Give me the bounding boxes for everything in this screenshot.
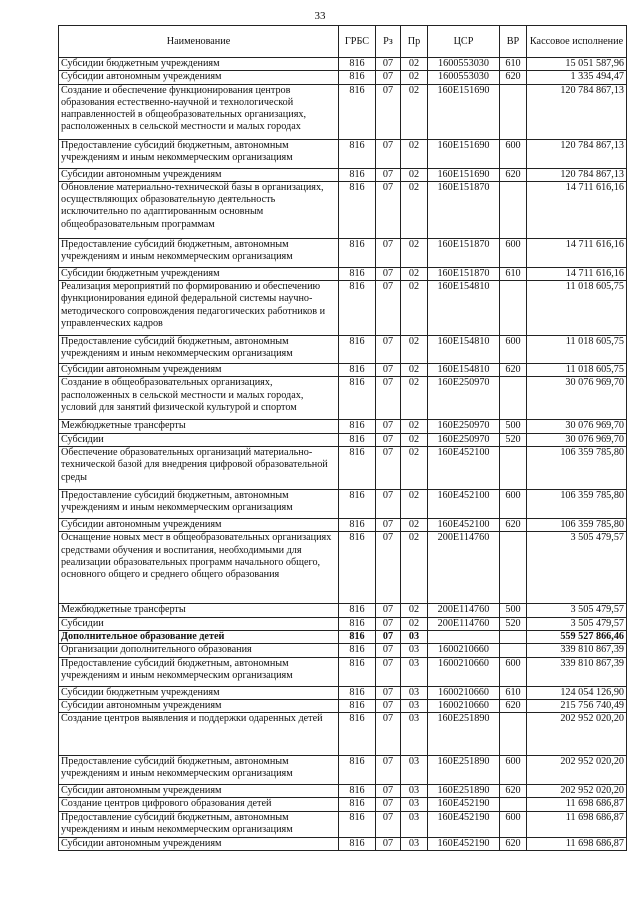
cell-grbs: 816 bbox=[339, 785, 376, 798]
cell-vr: 520 bbox=[500, 433, 527, 446]
cell-amount: 106 359 785,80 bbox=[527, 447, 627, 490]
cell-csr: 200E114760 bbox=[428, 617, 500, 630]
cell-csr: 160E151690 bbox=[428, 139, 500, 168]
cell-pr: 03 bbox=[401, 785, 428, 798]
cell-amount: 30 076 969,70 bbox=[527, 433, 627, 446]
table-row bbox=[59, 281, 627, 336]
table-row bbox=[59, 686, 627, 699]
table-row bbox=[59, 58, 627, 71]
cell-csr: 160E452100 bbox=[428, 447, 500, 490]
cell-name: Субсидии автономным учреждениям bbox=[59, 519, 339, 532]
cell-rz: 07 bbox=[376, 267, 401, 280]
cell-csr: 160E154810 bbox=[428, 364, 500, 377]
cell-grbs: 816 bbox=[339, 657, 376, 686]
cell-grbs: 816 bbox=[339, 433, 376, 446]
cell-csr: 1600210660 bbox=[428, 699, 500, 712]
cell-name: Обеспечение образовательных организаций материально-технической базой для внедрения цифровой образовательной среды bbox=[59, 447, 339, 490]
cell-vr: 620 bbox=[500, 364, 527, 377]
table-row bbox=[59, 364, 627, 377]
cell-grbs: 816 bbox=[339, 630, 376, 643]
cell-pr: 02 bbox=[401, 84, 428, 139]
cell-vr: 600 bbox=[500, 811, 527, 837]
cell-vr: 600 bbox=[500, 490, 527, 519]
cell-csr: 160E251890 bbox=[428, 756, 500, 785]
cell-rz: 07 bbox=[376, 84, 401, 139]
table-row bbox=[59, 181, 627, 238]
cell-pr: 02 bbox=[401, 377, 428, 420]
cell-grbs: 816 bbox=[339, 686, 376, 699]
table-row bbox=[59, 377, 627, 420]
cell-pr: 02 bbox=[401, 447, 428, 490]
cell-vr: 620 bbox=[500, 785, 527, 798]
cell-name: Создание в общеобразовательных организациях, расположенных в сельской местности и малых городах, условий для занятий физической культурой и спортом bbox=[59, 377, 339, 420]
cell-grbs: 816 bbox=[339, 713, 376, 756]
cell-pr: 02 bbox=[401, 420, 428, 433]
cell-grbs: 816 bbox=[339, 336, 376, 364]
cell-grbs: 816 bbox=[339, 756, 376, 785]
cell-vr: 610 bbox=[500, 58, 527, 71]
cell-vr: 600 bbox=[500, 139, 527, 168]
cell-rz: 07 bbox=[376, 798, 401, 811]
cell-vr: 620 bbox=[500, 168, 527, 181]
cell-rz: 07 bbox=[376, 519, 401, 532]
header-vr: ВР bbox=[500, 26, 527, 58]
cell-amount: 30 076 969,70 bbox=[527, 377, 627, 420]
cell-csr: 160E250970 bbox=[428, 420, 500, 433]
cell-csr: 160E452100 bbox=[428, 490, 500, 519]
cell-pr: 02 bbox=[401, 267, 428, 280]
cell-csr bbox=[428, 630, 500, 643]
cell-csr: 160E452190 bbox=[428, 837, 500, 850]
table-row bbox=[59, 71, 627, 84]
table-body bbox=[59, 58, 627, 851]
cell-pr: 02 bbox=[401, 433, 428, 446]
cell-name: Создание центров цифрового образования детей bbox=[59, 798, 339, 811]
cell-csr: 160E151870 bbox=[428, 267, 500, 280]
cell-name: Субсидии бюджетным учреждениям bbox=[59, 58, 339, 71]
table-row bbox=[59, 617, 627, 630]
cell-rz: 07 bbox=[376, 617, 401, 630]
table-row bbox=[59, 644, 627, 657]
cell-name: Предоставление субсидий бюджетным, автономным учреждениям и иным некоммерческим организациям bbox=[59, 336, 339, 364]
cell-pr: 02 bbox=[401, 181, 428, 238]
cell-amount: 14 711 616,16 bbox=[527, 267, 627, 280]
cell-name: Реализация мероприятий по формированию и обеспечению функционирования единой федеральной системы научно-методического сопровождения педагогических работников и управленческих кадров bbox=[59, 281, 339, 336]
cell-vr: 520 bbox=[500, 617, 527, 630]
cell-pr: 03 bbox=[401, 630, 428, 643]
cell-pr: 03 bbox=[401, 837, 428, 850]
cell-rz: 07 bbox=[376, 181, 401, 238]
table-row bbox=[59, 433, 627, 446]
table-row bbox=[59, 519, 627, 532]
cell-rz: 07 bbox=[376, 785, 401, 798]
table-row bbox=[59, 756, 627, 785]
table-row bbox=[59, 604, 627, 617]
cell-pr: 03 bbox=[401, 657, 428, 686]
table-row bbox=[59, 84, 627, 139]
cell-csr: 1600210660 bbox=[428, 657, 500, 686]
cell-name: Субсидии автономным учреждениям bbox=[59, 364, 339, 377]
cell-name: Предоставление субсидий бюджетным, автономным учреждениям и иным некоммерческим организациям bbox=[59, 811, 339, 837]
cell-grbs: 816 bbox=[339, 84, 376, 139]
cell-amount: 3 505 479,57 bbox=[527, 617, 627, 630]
cell-vr: 600 bbox=[500, 756, 527, 785]
cell-amount: 14 711 616,16 bbox=[527, 238, 627, 267]
cell-grbs: 816 bbox=[339, 519, 376, 532]
cell-vr: 620 bbox=[500, 71, 527, 84]
cell-pr: 03 bbox=[401, 798, 428, 811]
cell-amount: 1 335 494,47 bbox=[527, 71, 627, 84]
cell-grbs: 816 bbox=[339, 532, 376, 604]
cell-name: Межбюджетные трансферты bbox=[59, 420, 339, 433]
cell-csr: 160E151870 bbox=[428, 238, 500, 267]
table-row bbox=[59, 785, 627, 798]
table-row bbox=[59, 336, 627, 364]
cell-grbs: 816 bbox=[339, 377, 376, 420]
cell-amount: 202 952 020,20 bbox=[527, 713, 627, 756]
cell-name: Предоставление субсидий бюджетным, автономным учреждениям и иным некоммерческим организациям bbox=[59, 756, 339, 785]
cell-name: Предоставление субсидий бюджетным, автономным учреждениям и иным некоммерческим организациям bbox=[59, 490, 339, 519]
cell-vr: 610 bbox=[500, 686, 527, 699]
table-row bbox=[59, 238, 627, 267]
cell-pr: 02 bbox=[401, 604, 428, 617]
cell-vr: 600 bbox=[500, 336, 527, 364]
table-row bbox=[59, 713, 627, 756]
cell-rz: 07 bbox=[376, 657, 401, 686]
cell-vr: 600 bbox=[500, 238, 527, 267]
cell-pr: 02 bbox=[401, 519, 428, 532]
cell-amount: 120 784 867,13 bbox=[527, 139, 627, 168]
cell-pr: 02 bbox=[401, 139, 428, 168]
cell-name: Оснащение новых мест в общеобразовательных организациях средствами обучения и воспитания, необходимыми для реализации образовательных программ начального общего, основного общего и среднего общего образования bbox=[59, 532, 339, 604]
cell-csr: 160E250970 bbox=[428, 433, 500, 446]
cell-vr bbox=[500, 644, 527, 657]
cell-amount: 106 359 785,80 bbox=[527, 519, 627, 532]
table-row bbox=[59, 168, 627, 181]
cell-csr: 160E250970 bbox=[428, 377, 500, 420]
cell-amount: 202 952 020,20 bbox=[527, 756, 627, 785]
cell-csr: 160E151690 bbox=[428, 168, 500, 181]
cell-csr: 160E452190 bbox=[428, 811, 500, 837]
cell-grbs: 816 bbox=[339, 617, 376, 630]
cell-amount: 339 810 867,39 bbox=[527, 657, 627, 686]
cell-vr bbox=[500, 532, 527, 604]
cell-csr: 160E151870 bbox=[428, 181, 500, 238]
cell-grbs: 816 bbox=[339, 798, 376, 811]
cell-amount: 215 756 740,49 bbox=[527, 699, 627, 712]
cell-name: Предоставление субсидий бюджетным, автономным учреждениям и иным некоммерческим организациям bbox=[59, 238, 339, 267]
cell-name: Обновление материально-технической базы в организациях, осуществляющих образовательную деятельность исключительно по адаптированным основным общеобразовательным программам bbox=[59, 181, 339, 238]
cell-amount: 11 698 686,87 bbox=[527, 798, 627, 811]
cell-rz: 07 bbox=[376, 377, 401, 420]
cell-vr bbox=[500, 798, 527, 811]
cell-name: Субсидии автономным учреждениям bbox=[59, 168, 339, 181]
cell-name: Субсидии bbox=[59, 617, 339, 630]
cell-name: Субсидии бюджетным учреждениям bbox=[59, 267, 339, 280]
cell-rz: 07 bbox=[376, 644, 401, 657]
cell-vr: 620 bbox=[500, 519, 527, 532]
cell-rz: 07 bbox=[376, 238, 401, 267]
cell-grbs: 816 bbox=[339, 420, 376, 433]
cell-pr: 02 bbox=[401, 364, 428, 377]
cell-rz: 07 bbox=[376, 447, 401, 490]
cell-amount: 3 505 479,57 bbox=[527, 604, 627, 617]
cell-pr: 03 bbox=[401, 756, 428, 785]
cell-vr bbox=[500, 447, 527, 490]
cell-csr: 200E114760 bbox=[428, 604, 500, 617]
cell-name: Субсидии автономным учреждениям bbox=[59, 71, 339, 84]
cell-rz: 07 bbox=[376, 336, 401, 364]
cell-name: Субсидии автономным учреждениям bbox=[59, 785, 339, 798]
cell-pr: 03 bbox=[401, 699, 428, 712]
cell-pr: 03 bbox=[401, 713, 428, 756]
cell-rz: 07 bbox=[376, 139, 401, 168]
cell-rz: 07 bbox=[376, 490, 401, 519]
cell-name: Создание центров выявления и поддержки одаренных детей bbox=[59, 713, 339, 756]
cell-vr bbox=[500, 181, 527, 238]
cell-vr: 620 bbox=[500, 837, 527, 850]
cell-pr: 02 bbox=[401, 281, 428, 336]
cell-grbs: 816 bbox=[339, 139, 376, 168]
cell-pr: 03 bbox=[401, 686, 428, 699]
cell-rz: 07 bbox=[376, 420, 401, 433]
cell-rz: 07 bbox=[376, 604, 401, 617]
cell-vr: 620 bbox=[500, 699, 527, 712]
cell-rz: 07 bbox=[376, 686, 401, 699]
cell-rz: 07 bbox=[376, 71, 401, 84]
cell-amount: 120 784 867,13 bbox=[527, 84, 627, 139]
cell-vr bbox=[500, 630, 527, 643]
budget-execution-table bbox=[58, 25, 627, 851]
cell-amount: 15 051 587,96 bbox=[527, 58, 627, 71]
page-number: 33 bbox=[314, 10, 326, 22]
cell-vr: 500 bbox=[500, 604, 527, 617]
cell-grbs: 816 bbox=[339, 281, 376, 336]
cell-vr: 610 bbox=[500, 267, 527, 280]
cell-pr: 02 bbox=[401, 490, 428, 519]
cell-grbs: 816 bbox=[339, 811, 376, 837]
cell-csr: 1600210660 bbox=[428, 686, 500, 699]
header-pr: Пр bbox=[401, 26, 428, 58]
cell-rz: 07 bbox=[376, 837, 401, 850]
cell-amount: 202 952 020,20 bbox=[527, 785, 627, 798]
cell-rz: 07 bbox=[376, 532, 401, 604]
cell-name: Предоставление субсидий бюджетным, автономным учреждениям и иным некоммерческим организациям bbox=[59, 657, 339, 686]
cell-amount: 14 711 616,16 bbox=[527, 181, 627, 238]
cell-amount: 559 527 866,46 bbox=[527, 630, 627, 643]
cell-csr: 160E251890 bbox=[428, 713, 500, 756]
cell-grbs: 816 bbox=[339, 364, 376, 377]
header-rz: Рз bbox=[376, 26, 401, 58]
cell-rz: 07 bbox=[376, 811, 401, 837]
cell-name: Создание и обеспечение функционирования центров образования естественно-научной и технологической направленностей в общеобразовательных организациях, расположенных в сельской местности и малых городах bbox=[59, 84, 339, 139]
cell-csr: 1600553030 bbox=[428, 58, 500, 71]
cell-pr: 02 bbox=[401, 238, 428, 267]
cell-rz: 07 bbox=[376, 713, 401, 756]
cell-amount: 11 018 605,75 bbox=[527, 281, 627, 336]
cell-grbs: 816 bbox=[339, 644, 376, 657]
cell-amount: 11 018 605,75 bbox=[527, 364, 627, 377]
cell-grbs: 816 bbox=[339, 181, 376, 238]
header-name: Наименование bbox=[59, 26, 339, 58]
cell-vr bbox=[500, 281, 527, 336]
cell-csr: 160E151690 bbox=[428, 84, 500, 139]
cell-amount: 106 359 785,80 bbox=[527, 490, 627, 519]
cell-rz: 07 bbox=[376, 281, 401, 336]
cell-grbs: 816 bbox=[339, 447, 376, 490]
cell-pr: 03 bbox=[401, 811, 428, 837]
cell-rz: 07 bbox=[376, 756, 401, 785]
table-row bbox=[59, 532, 627, 604]
cell-amount: 339 810 867,39 bbox=[527, 644, 627, 657]
header-grbs: ГРБС bbox=[339, 26, 376, 58]
cell-name: Предоставление субсидий бюджетным, автономным учреждениям и иным некоммерческим организациям bbox=[59, 139, 339, 168]
cell-amount: 11 698 686,87 bbox=[527, 837, 627, 850]
cell-grbs: 816 bbox=[339, 71, 376, 84]
cell-amount: 3 505 479,57 bbox=[527, 532, 627, 604]
cell-name: Межбюджетные трансферты bbox=[59, 604, 339, 617]
table-row bbox=[59, 490, 627, 519]
cell-pr: 03 bbox=[401, 644, 428, 657]
cell-name: Субсидии bbox=[59, 433, 339, 446]
cell-grbs: 816 bbox=[339, 699, 376, 712]
cell-name: Субсидии автономным учреждениям bbox=[59, 837, 339, 850]
cell-rz: 07 bbox=[376, 58, 401, 71]
cell-amount: 30 076 969,70 bbox=[527, 420, 627, 433]
table-row bbox=[59, 420, 627, 433]
cell-pr: 02 bbox=[401, 71, 428, 84]
cell-amount: 124 054 126,90 bbox=[527, 686, 627, 699]
table-header-row bbox=[59, 26, 627, 58]
table-row bbox=[59, 139, 627, 168]
cell-grbs: 816 bbox=[339, 604, 376, 617]
cell-csr: 1600210660 bbox=[428, 644, 500, 657]
cell-pr: 02 bbox=[401, 532, 428, 604]
cell-rz: 07 bbox=[376, 364, 401, 377]
cell-grbs: 816 bbox=[339, 238, 376, 267]
table-row bbox=[59, 657, 627, 686]
table-row bbox=[59, 798, 627, 811]
cell-rz: 07 bbox=[376, 433, 401, 446]
cell-pr: 02 bbox=[401, 58, 428, 71]
cell-csr: 200E114760 bbox=[428, 532, 500, 604]
cell-amount: 120 784 867,13 bbox=[527, 168, 627, 181]
cell-vr bbox=[500, 377, 527, 420]
cell-pr: 02 bbox=[401, 168, 428, 181]
cell-name: Субсидии бюджетным учреждениям bbox=[59, 686, 339, 699]
cell-vr bbox=[500, 84, 527, 139]
cell-amount: 11 698 686,87 bbox=[527, 811, 627, 837]
cell-name: Дополнительное образование детей bbox=[59, 630, 339, 643]
cell-csr: 160E154810 bbox=[428, 281, 500, 336]
cell-csr: 160E452100 bbox=[428, 519, 500, 532]
cell-pr: 02 bbox=[401, 617, 428, 630]
cell-vr: 600 bbox=[500, 657, 527, 686]
table-row bbox=[59, 267, 627, 280]
table-row bbox=[59, 630, 627, 643]
cell-grbs: 816 bbox=[339, 58, 376, 71]
table-row bbox=[59, 699, 627, 712]
cell-grbs: 816 bbox=[339, 168, 376, 181]
cell-csr: 1600553030 bbox=[428, 71, 500, 84]
cell-amount: 11 018 605,75 bbox=[527, 336, 627, 364]
cell-csr: 160E452190 bbox=[428, 798, 500, 811]
cell-csr: 160E154810 bbox=[428, 336, 500, 364]
cell-vr: 500 bbox=[500, 420, 527, 433]
cell-grbs: 816 bbox=[339, 267, 376, 280]
header-csr: ЦСР bbox=[428, 26, 500, 58]
header-amount: Кассовое исполнение bbox=[527, 26, 627, 58]
cell-name: Субсидии автономным учреждениям bbox=[59, 699, 339, 712]
table-row bbox=[59, 811, 627, 837]
cell-grbs: 816 bbox=[339, 490, 376, 519]
table-row bbox=[59, 837, 627, 850]
cell-rz: 07 bbox=[376, 168, 401, 181]
cell-vr bbox=[500, 713, 527, 756]
cell-csr: 160E251890 bbox=[428, 785, 500, 798]
cell-rz: 07 bbox=[376, 630, 401, 643]
cell-name: Организации дополнительного образования bbox=[59, 644, 339, 657]
table-row bbox=[59, 447, 627, 490]
cell-rz: 07 bbox=[376, 699, 401, 712]
cell-grbs: 816 bbox=[339, 837, 376, 850]
cell-pr: 02 bbox=[401, 336, 428, 364]
